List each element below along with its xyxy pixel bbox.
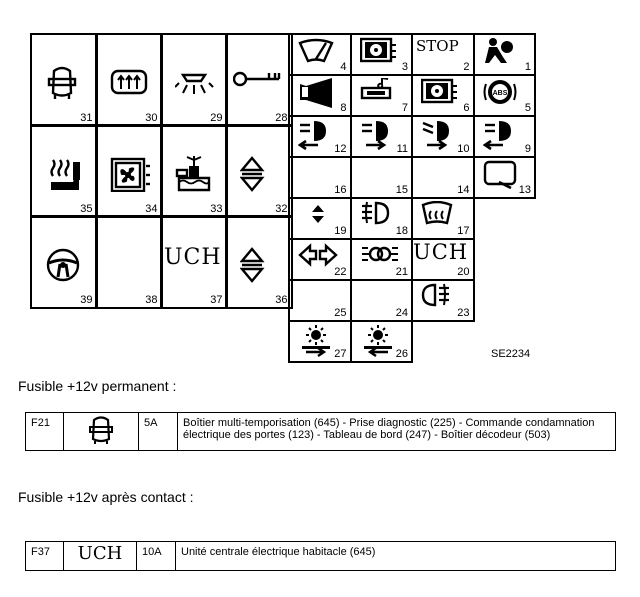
fuse-number: 39	[80, 293, 93, 306]
fan-small-icon	[360, 37, 400, 71]
seat-heater-icon	[45, 156, 85, 192]
fuse-cell-27	[288, 320, 352, 363]
fuse-number: 7	[401, 102, 408, 114]
fuse-number: 25	[334, 307, 347, 319]
up-down-arrows-icon	[240, 156, 280, 192]
fuse-description: Boîtier multi-temporisation (645) - Prise diagnostic (225) - Commande condamnation électrique des portes (123) - Tableau de bord (247) - Boîtier décodeur (503)	[178, 413, 616, 451]
fuse-cell-30	[95, 33, 163, 127]
key-icon	[233, 65, 283, 101]
fuse-id: F21	[26, 413, 64, 451]
rear-defrost-icon	[110, 65, 150, 101]
fuse-number: 6	[463, 102, 470, 114]
fuse-number: 33	[210, 202, 223, 215]
fuse-cell-4	[288, 33, 352, 76]
fuse-number: 27	[334, 348, 347, 360]
fuse-rating: 10A	[137, 542, 176, 571]
car-locks-icon	[45, 65, 85, 101]
heading-ignition: Fusible +12v après contact :	[18, 489, 194, 505]
fuse-number: 9	[524, 143, 531, 155]
fuse-number: 15	[395, 184, 408, 196]
fan-box-icon	[110, 156, 150, 192]
table-row	[26, 413, 616, 451]
fan-small-icon	[421, 78, 461, 112]
fuse-cell-8	[288, 74, 352, 117]
fuse-number: 37	[210, 293, 223, 306]
table-permanent	[25, 412, 616, 451]
abs-icon	[483, 78, 523, 112]
table-row	[26, 542, 616, 571]
sidelights-icon	[360, 242, 400, 276]
steering-wheel-icon	[45, 247, 85, 283]
fuse-number: 30	[145, 111, 158, 124]
heading-permanent: Fusible +12v permanent :	[18, 378, 177, 394]
fuse-cell-5	[473, 74, 537, 117]
fuse-number: 34	[145, 202, 158, 215]
fuse-cell-20	[411, 238, 475, 281]
up-down-arrows-icon	[240, 247, 280, 283]
fuse-number: 20	[457, 266, 470, 278]
fuse-cell-10	[411, 115, 475, 158]
diagram-reference: SE2234	[491, 348, 531, 360]
fuse-cell-33	[160, 124, 228, 218]
rear-fog-icon	[421, 283, 461, 317]
fuse-cell-14	[411, 156, 475, 199]
illumination-left-icon	[360, 324, 400, 358]
fuse-number: 31	[80, 111, 93, 124]
fuse-cell-23	[411, 279, 475, 322]
table-ignition	[25, 541, 616, 571]
fuse-cell-7	[350, 74, 414, 117]
fuse-cell-6	[411, 74, 475, 117]
fuse-icon-cell	[64, 413, 139, 451]
fuse-cell-26	[350, 320, 414, 363]
fuse-cell-38	[95, 215, 163, 309]
fuse-number: 16	[334, 184, 347, 196]
uch-label: UCH	[164, 245, 222, 270]
fuse-cell-3	[350, 33, 414, 76]
fuse-cell-19	[288, 197, 352, 240]
fuse-cell-2	[411, 33, 475, 76]
fuse-number: 5	[524, 102, 531, 114]
fuse-number: 8	[340, 102, 347, 114]
fuse-number: 22	[334, 266, 347, 278]
fuse-cell-13	[473, 156, 537, 199]
fuse-number: 26	[395, 348, 408, 360]
fuse-number: 36	[275, 293, 288, 306]
fuse-number: 38	[145, 293, 158, 306]
fuse-cell-37	[160, 215, 228, 309]
fuse-cell-1	[473, 33, 537, 76]
fuse-cell-36	[225, 215, 293, 309]
uch-label: UCH	[413, 240, 469, 264]
horn-icon	[298, 78, 338, 112]
stop-label: STOP	[416, 37, 459, 55]
fuse-cell-31	[30, 33, 98, 127]
rear-wiper-icon	[483, 160, 523, 194]
fuse-number: 32	[275, 202, 288, 215]
fuse-cell-32	[225, 124, 293, 218]
fuse-cell-15	[350, 156, 414, 199]
fuse-number: 28	[275, 111, 288, 124]
fuse-cell-39	[30, 215, 98, 309]
fuse-number: 1	[524, 61, 531, 73]
headlight-left-icon	[298, 119, 338, 153]
fuse-number: 2	[463, 61, 470, 73]
fuse-cell-34	[95, 124, 163, 218]
wiper-icon	[298, 37, 338, 71]
fuse-number: 19	[334, 225, 347, 237]
fuse-label-uch: UCH	[64, 542, 137, 571]
fuse-number: 17	[457, 225, 470, 237]
fuse-number: 13	[518, 184, 531, 196]
fuse-number: 4	[340, 61, 347, 73]
fuse-number: 21	[395, 266, 408, 278]
fuse-number: 12	[334, 143, 347, 155]
headlight-right-icon	[360, 119, 400, 153]
fuse-number: 18	[395, 225, 408, 237]
fuse-number: 24	[395, 307, 408, 319]
hazard-arrows-icon	[298, 242, 338, 276]
windscreen-heat-icon	[421, 201, 461, 235]
fuse-description: Unité centrale électrique habitacle (645)	[176, 542, 616, 571]
fuse-cell-18	[350, 197, 414, 240]
fuse-number: 11	[396, 143, 408, 155]
radio-icon	[360, 78, 400, 112]
fuse-cell-24	[350, 279, 414, 322]
fuse-cell-29	[160, 33, 228, 127]
headlight-left-icon	[483, 119, 523, 153]
small-updown-icon	[310, 203, 326, 225]
headlight-high-icon	[421, 119, 461, 153]
svg-text:ABS: ABS	[492, 90, 507, 97]
fuse-number: 14	[457, 184, 470, 196]
fuse-rating: 5A	[139, 413, 178, 451]
fuse-cell-12	[288, 115, 352, 158]
fuse-cell-11	[350, 115, 414, 158]
fuse-cell-21	[350, 238, 414, 281]
fuse-cell-16	[288, 156, 352, 199]
fuse-cell-22	[288, 238, 352, 281]
fuse-number: 23	[457, 307, 470, 319]
fuse-cell-35	[30, 124, 98, 218]
fuse-cell-9	[473, 115, 537, 158]
fuse-cell-28	[225, 33, 293, 127]
fuse-number: 35	[80, 202, 93, 215]
illumination-right-icon	[298, 324, 338, 358]
fuse-number: 3	[401, 61, 408, 73]
washer-fluid-icon	[175, 156, 215, 192]
front-fog-icon	[360, 201, 400, 235]
interior-light-icon	[175, 65, 215, 101]
car-locks-icon	[88, 415, 114, 445]
fuse-id: F37	[26, 542, 64, 571]
fuse-number: 10	[457, 143, 470, 155]
fuse-cell-17	[411, 197, 475, 240]
fuse-number: 29	[210, 111, 223, 124]
fuse-cell-25	[288, 279, 352, 322]
airbag-icon	[483, 37, 523, 71]
